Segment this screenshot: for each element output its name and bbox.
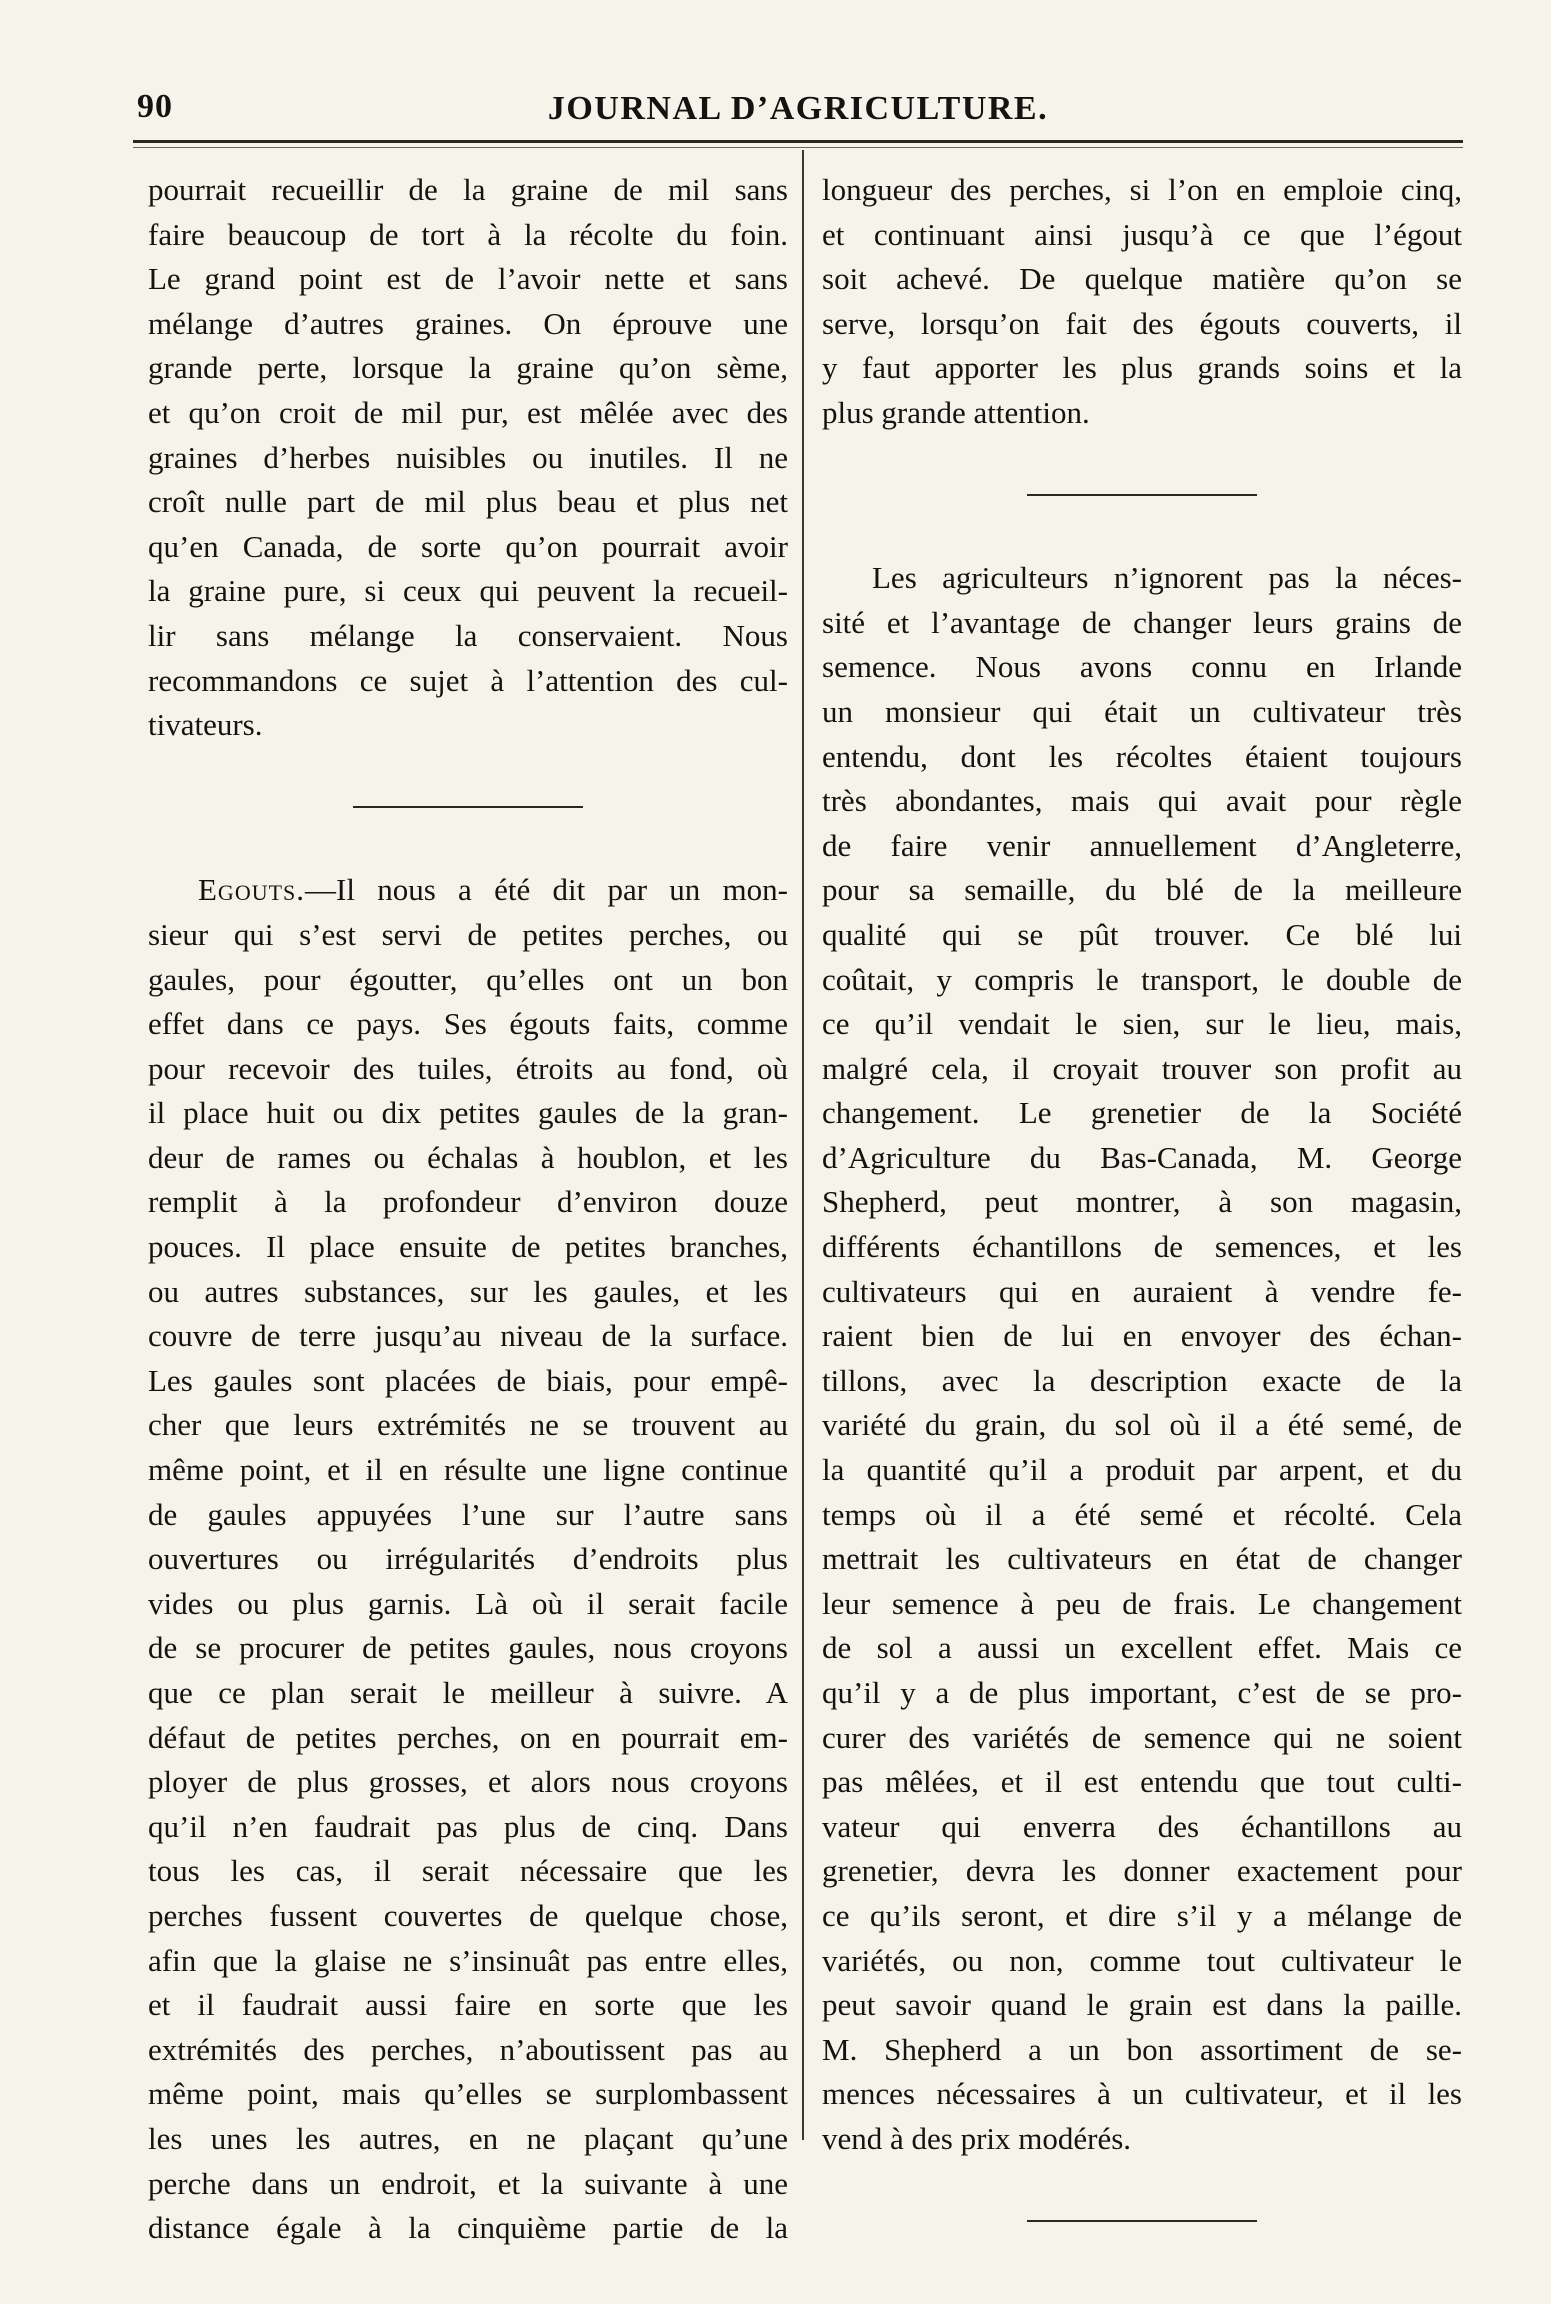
paragraph-line	[148, 1403, 788, 1448]
paragraph-line	[148, 1894, 788, 1939]
paragraph-line	[148, 1047, 788, 1092]
line-text: tillons, avec la description exacte de la	[822, 1362, 1462, 1398]
line-text: raient bien de lui en envoyer des échan-	[822, 1318, 1462, 1354]
paragraph-line	[148, 1225, 788, 1270]
paragraph-line	[148, 958, 788, 1003]
spacer	[148, 830, 788, 868]
line-text: très abondantes, mais qui avait pour règle	[822, 783, 1462, 819]
header-rule	[133, 140, 1463, 143]
paragraph-line	[822, 1403, 1462, 1448]
paragraph-line	[148, 1136, 788, 1181]
line-text: que ce plan serait le meilleur à suivre. A	[148, 1675, 788, 1710]
line-text: de faire venir annuellement d’Angleterre,	[822, 827, 1462, 863]
line-text: longueur des perches, si l’on en emploie cinq,	[822, 172, 1462, 207]
paragraph-line	[148, 2028, 788, 2073]
line-text: soit achevé. De quelque matière qu’on se	[822, 261, 1462, 297]
line-text: ce qu’ils seront, et dire s’il y a mélange de	[822, 1897, 1462, 1933]
line-text: changement. Le grenetier de la Société	[822, 1095, 1462, 1131]
line-text: plus grande attention.	[822, 394, 1090, 430]
paragraph-line	[148, 1448, 788, 1493]
paragraph-line	[148, 257, 788, 302]
line-text: M. Shepherd a un bon assortiment de se-	[822, 2031, 1462, 2067]
paragraph-line	[148, 1849, 788, 1894]
line-text: sité et l’avantage de changer leurs grains de	[822, 604, 1462, 640]
section-lead-egouts: Egouts.	[198, 872, 306, 908]
paragraph-line	[822, 1225, 1462, 1270]
line-text: couvre de terre jusqu’au niveau de la surface.	[148, 1318, 788, 1354]
paragraph-line	[148, 2206, 788, 2251]
paragraph-line	[822, 601, 1462, 646]
paragraph-line	[822, 213, 1462, 258]
spacer	[148, 748, 788, 786]
line-text: d’Agriculture du Bas-Canada, M. George	[822, 1139, 1462, 1175]
paragraph-line	[148, 302, 788, 347]
line-text: lir sans mélange la conservaient. Nous	[148, 617, 788, 653]
paragraph-line	[148, 1270, 788, 1315]
paragraph-line	[822, 257, 1462, 302]
paragraph-line	[148, 1091, 788, 1136]
paragraph-line	[822, 391, 1462, 436]
paragraph-line	[822, 690, 1462, 735]
paragraph-line	[822, 556, 1462, 601]
paragraph-line	[148, 213, 788, 258]
paragraph-line	[148, 1359, 788, 1404]
paragraph-line	[822, 1448, 1462, 1493]
line-text: gaules, pour égoutter, qu’elles ont un bon	[148, 961, 788, 997]
paragraph-line	[148, 346, 788, 391]
paragraph-drains	[148, 913, 788, 2251]
line-text: graines d’herbes nuisibles ou inutiles. Il ne	[148, 439, 788, 475]
line-text: croît nulle part de mil plus beau et plus net	[148, 484, 788, 520]
line-text: peut savoir quand le grain est dans la paille.	[822, 1987, 1462, 2023]
line-text: distance égale à la cinquième partie de la	[148, 2210, 788, 2246]
line-text: pas mêlées, et il est entendu que tout culti-	[822, 1764, 1462, 1800]
paragraph-line	[822, 1091, 1462, 1136]
line-text: recommandons ce sujet à l’attention des cul-	[148, 662, 788, 698]
paragraph-line: —Il nous a été dit par un mon-	[305, 872, 788, 908]
paragraph-line	[822, 1716, 1462, 1761]
line-text: temps où il a été semé et récolté. Cela	[822, 1496, 1462, 1532]
line-text: les unes les autres, en ne plaçant qu’une	[148, 2120, 788, 2156]
line-text: même point, mais qu’elles se surplombassent	[148, 2076, 788, 2112]
paragraph-line	[822, 2117, 1462, 2162]
paragraph-line	[148, 569, 788, 614]
line-text: tivateurs.	[148, 707, 263, 743]
paragraph-drains-continued	[822, 168, 1462, 436]
line-text: mélange d’autres graines. On éprouve une	[148, 305, 788, 341]
line-text: différents échantillons de semences, et les	[822, 1229, 1462, 1265]
line-text: Le grand point est de l’avoir nette et sans	[148, 261, 788, 297]
paragraph-line	[148, 1626, 788, 1671]
paragraph-line	[822, 958, 1462, 1003]
paragraph-line	[148, 436, 788, 481]
line-text: la quantité qu’il a produit par arpent, et du	[822, 1452, 1462, 1488]
line-text: tous les cas, il serait nécessaire que les	[148, 1853, 788, 1889]
line-text: grenetier, devra les donner exactement pour	[822, 1853, 1462, 1889]
line-text: un monsieur qui était un cultivateur très	[822, 693, 1462, 729]
paragraph-line	[148, 1760, 788, 1805]
paragraph-line	[822, 1270, 1462, 1315]
paragraph-line	[822, 1314, 1462, 1359]
paragraph-line	[822, 2028, 1462, 2073]
line-text: pouces. Il place ensuite de petites branches,	[148, 1229, 788, 1265]
paragraph-line	[822, 1582, 1462, 1627]
line-text: mences nécessaires à un cultivateur, et il les	[822, 2076, 1462, 2112]
column-divider	[802, 150, 804, 2140]
paragraph-line	[822, 1359, 1462, 1404]
line-text: et il faudrait aussi faire en sorte que les	[148, 1987, 788, 2023]
paragraph-line	[148, 1805, 788, 1850]
line-text: entendu, dont les récoltes étaient toujours	[822, 738, 1462, 774]
paragraph-line	[148, 480, 788, 525]
section-divider-end	[822, 2200, 1462, 2245]
paragraph-line	[148, 703, 788, 748]
line-text: variété du grain, du sol où il a été semé, de	[822, 1407, 1462, 1443]
line-text: semence. Nous avons connu en Irlande	[822, 649, 1462, 685]
paragraph-line	[822, 645, 1462, 690]
line-text: qu’en Canada, de sorte qu’on pourrait avoir	[148, 528, 788, 564]
paragraph-line	[148, 2162, 788, 2207]
line-text: variétés, ou non, comme tout cultivateur le	[822, 1942, 1462, 1978]
paragraph-line	[822, 168, 1462, 213]
line-text: sieur qui s’est servi de petites perches, ou	[148, 916, 788, 952]
paragraph-line	[148, 614, 788, 659]
line-text: la graine pure, si ceux qui peuvent la recueil-	[148, 573, 788, 609]
paragraph-line	[148, 1537, 788, 1582]
paragraph-line	[822, 1537, 1462, 1582]
line-text: deur de rames ou échalas à houblon, et les	[148, 1139, 788, 1175]
section-divider	[822, 474, 1462, 519]
paragraph-line	[822, 1626, 1462, 1671]
paragraph-line	[822, 868, 1462, 913]
paragraph-line	[148, 168, 788, 213]
spacer	[822, 2162, 1462, 2200]
running-title: JOURNAL D’AGRICULTURE.	[547, 90, 1049, 127]
paragraph-line	[148, 1939, 788, 1984]
paragraph-drains-first-line	[148, 868, 788, 913]
paragraph-line	[822, 2072, 1462, 2117]
paragraph-line	[148, 913, 788, 958]
line-text: cher que leurs extrémités ne se trouvent au	[148, 1407, 788, 1443]
paragraph-line	[822, 1136, 1462, 1181]
line-text: pour sa semaille, du blé de la meilleure	[822, 872, 1462, 908]
paragraph-line	[822, 1939, 1462, 1984]
line-text: curer des variétés de semence qui ne soient	[822, 1719, 1462, 1755]
line-text: qu’il n’en faudrait pas plus de cinq. Dans	[148, 1808, 788, 1844]
line-text: pour recevoir des tuiles, étroits au fond, où	[148, 1050, 788, 1086]
paragraph-line	[148, 1002, 788, 1047]
line-text: mettrait les cultivateurs en état de changer	[822, 1541, 1462, 1577]
line-text: ployer de plus grosses, et alors nous croyons	[148, 1764, 788, 1800]
line-text: défaut de petites perches, on en pourrait em-	[148, 1719, 788, 1755]
paragraph-timothy-seed	[148, 168, 788, 748]
line-text: afin que la glaise ne s’insinuât pas entre elles,	[148, 1942, 788, 1978]
line-text: et continuant ainsi jusqu’à ce que l’égout	[822, 216, 1462, 252]
line-text: extrémités des perches, n’aboutissent pas au	[148, 2031, 788, 2067]
line-text: vend à des prix modérés.	[822, 2120, 1132, 2156]
paragraph-line	[822, 1983, 1462, 2028]
paragraph-line	[822, 1047, 1462, 1092]
line-text: qu’il y a de plus important, c’est de se pro-	[822, 1675, 1462, 1710]
line-text: de sol a aussi un excellent effet. Mais ce	[822, 1630, 1462, 1666]
line-text: cultivateurs qui en auraient à vendre fe-	[822, 1273, 1462, 1309]
line-text: Les agriculteurs n’ignorent pas la néces-	[872, 560, 1462, 596]
line-text: leur semence à peu de frais. Le changement	[822, 1585, 1462, 1621]
paragraph-line	[148, 1180, 788, 1225]
left-column	[148, 168, 788, 2251]
paragraph-line	[148, 525, 788, 570]
line-text: serve, lorsqu’on fait des égouts couverts, il	[822, 305, 1462, 341]
paragraph-line	[148, 1716, 788, 1761]
paragraph-line	[822, 1760, 1462, 1805]
paragraph-line	[148, 1983, 788, 2028]
line-text: malgré cela, il croyait trouver son profit au	[822, 1050, 1462, 1086]
section-divider	[148, 786, 788, 831]
paragraph-seed-change	[822, 556, 1462, 2161]
line-text: perches fussent couvertes de quelque chose,	[148, 1897, 788, 1933]
line-text: Les gaules sont placées de biais, pour empê-	[148, 1362, 788, 1398]
line-text: qualité qui se pût trouver. Ce blé lui	[822, 916, 1462, 952]
paragraph-line	[822, 1671, 1462, 1716]
line-text: Shepherd, peut montrer, à son magasin,	[822, 1184, 1462, 1220]
paragraph-line	[822, 1805, 1462, 1850]
line-text: vateur qui enverra des échantillons au	[822, 1808, 1462, 1844]
page-header	[133, 82, 1463, 142]
paragraph-line	[822, 735, 1462, 780]
line-text: perche dans un endroit, et la suivante à une	[148, 2165, 788, 2201]
line-text: ou autres substances, sur les gaules, et les	[148, 1273, 788, 1309]
line-text: coûtait, y compris le transport, le double de	[822, 961, 1462, 997]
paragraph-line	[148, 1582, 788, 1627]
line-text: et qu’on croit de mil pur, est mêlée avec des	[148, 394, 788, 430]
line-text: ouvertures ou irrégularités d’endroits plus	[148, 1541, 788, 1577]
paragraph-line	[148, 1671, 788, 1716]
line-text: vides ou plus garnis. Là où il serait facile	[148, 1585, 788, 1621]
paragraph-line	[822, 1849, 1462, 1894]
line-text: pourrait recueillir de la graine de mil sans	[148, 172, 788, 207]
paragraph-line	[822, 1002, 1462, 1047]
paragraph-line	[148, 1314, 788, 1359]
line-text: y faut apporter les plus grands soins et la	[822, 350, 1462, 386]
paragraph-line	[822, 913, 1462, 958]
paragraph-line	[148, 659, 788, 704]
paragraph-line	[148, 1493, 788, 1538]
paragraph-line	[822, 1894, 1462, 1939]
line-text: effet dans ce pays. Ses égouts faits, comme	[148, 1006, 788, 1042]
line-text: de gaules appuyées l’une sur l’autre sans	[148, 1496, 788, 1532]
paragraph-line	[822, 302, 1462, 347]
paragraph-line	[148, 2072, 788, 2117]
paragraph-line	[822, 779, 1462, 824]
paragraph-line	[148, 2117, 788, 2162]
paragraph-line	[148, 391, 788, 436]
page-number: 90	[137, 88, 173, 125]
spacer	[822, 436, 1462, 474]
line-text: il place huit ou dix petites gaules de la gran-	[148, 1095, 788, 1131]
paragraph-line	[822, 346, 1462, 391]
line-text: de se procurer de petites gaules, nous croyons	[148, 1630, 788, 1666]
line-text: faire beaucoup de tort à la récolte du foin.	[148, 216, 788, 252]
line-text: même point, et il en résulte une ligne continue	[148, 1452, 788, 1488]
right-column	[822, 168, 1462, 2244]
line-text: grande perte, lorsque la graine qu’on sème,	[148, 350, 788, 386]
paragraph-line	[822, 1180, 1462, 1225]
paragraph-line	[822, 824, 1462, 869]
line-text: ce qu’il vendait le sien, sur le lieu, mais,	[822, 1006, 1462, 1042]
header-rule-thin	[133, 147, 1463, 148]
line-text: remplit à la profondeur d’environ douze	[148, 1184, 788, 1220]
paragraph-line	[822, 1493, 1462, 1538]
spacer	[822, 518, 1462, 556]
